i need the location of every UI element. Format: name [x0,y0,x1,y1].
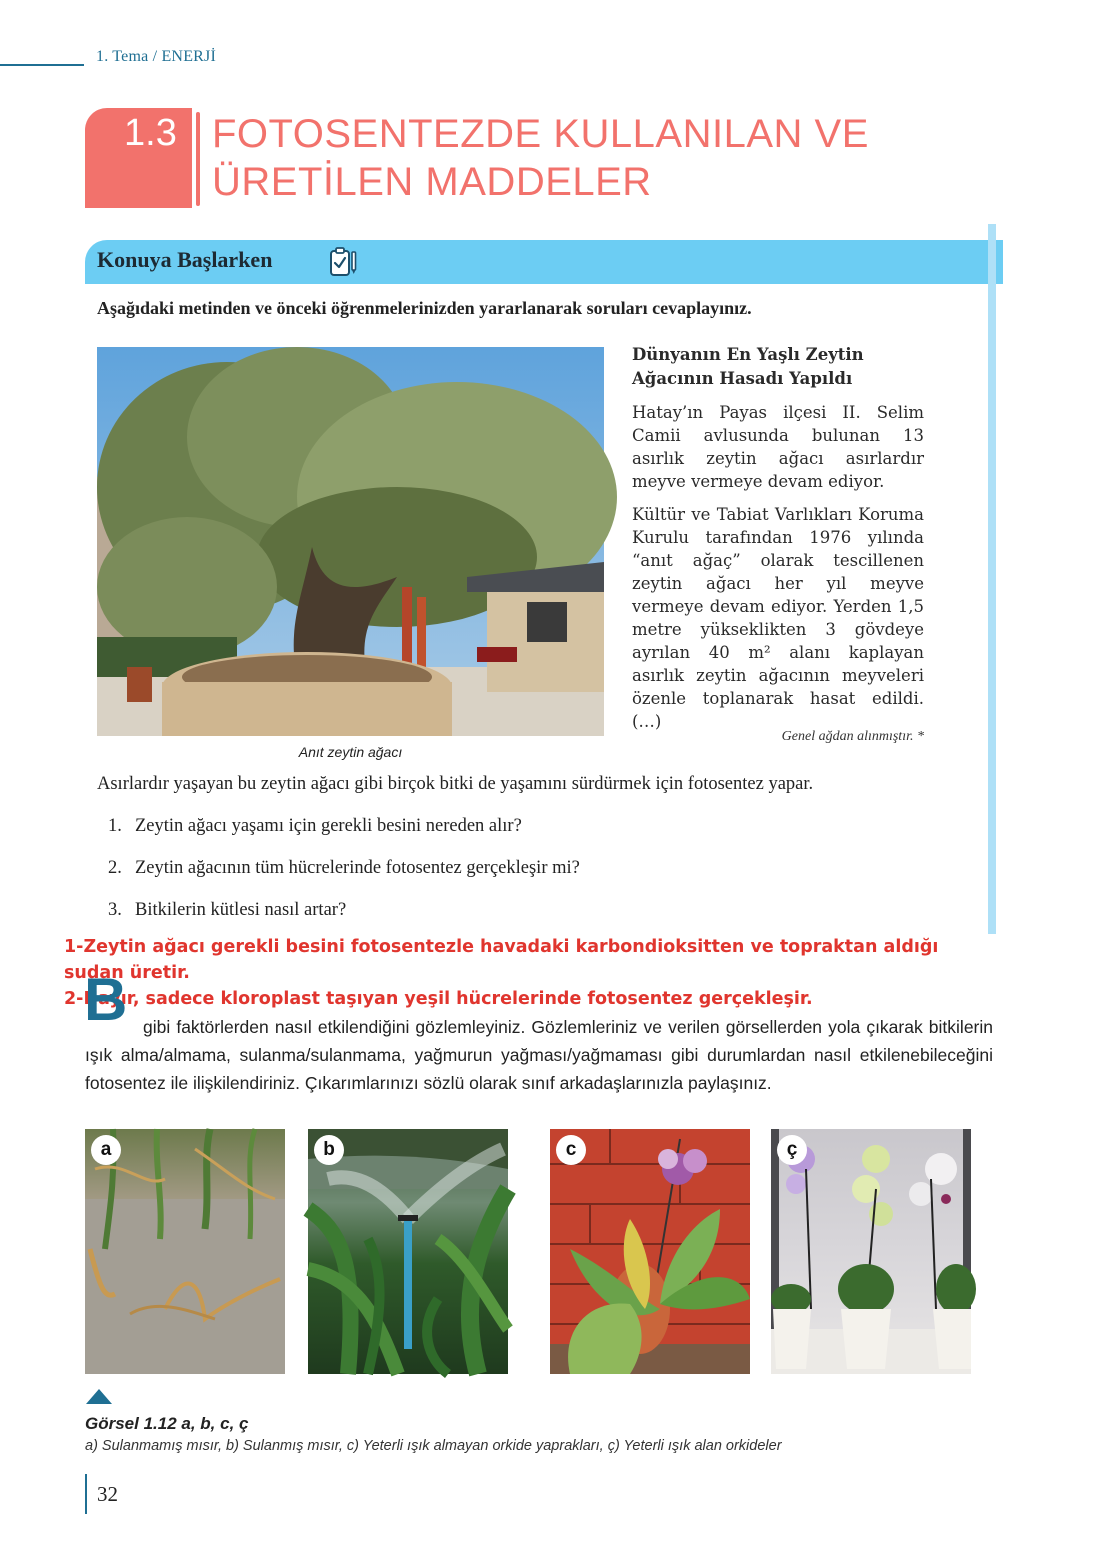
triangle-marker-icon [86,1389,112,1404]
clipboard-check-icon [326,246,360,278]
side-rule [988,224,996,934]
page-title [212,110,869,206]
figure-c-orchid-low-light [550,1129,750,1374]
question-item [108,858,580,900]
question-item [108,816,580,858]
activity-text: gibi faktörlerden nasıl etkilendiğini gözlemleyiniz. Gözlemleriniz ve verilen görsellerden yola çıkarak bitkilerin ışık alma/almama, sulanma/sulanmama, yağmurun yağması/yağmaması gibi durumlardan nasıl etkilenebileceğini fotosentez ile ilişkilendiriniz. Çıkarımlarınızı sözlü olarak sınıf arkadaşlarınızla paylaşınız. [85,1017,993,1093]
question-text: Zeytin ağacının tüm hücrelerinde fotosentez gerçekleşir mi? [135,858,580,878]
article-paragraph-2: Kültür ve Tabiat Varlıkları Koruma Kurulu tarafından 1976 yılında “anıt ağaç” olarak tescillenen zeytin ağacı her yıl meyve vermeye devam ediyor. Yerden 1,5 metre yükseklikten 3 gövdeye ayrılan 40 m² alanı kaplayan asırlık zeytin ağacının meyveleri özenle toplanarak hasat edildi. (…) [632,505,924,731]
dropcap-letter: B [84,966,128,1033]
question-text: Zeytin ağacı yaşamı için gerekli besini nereden alır? [135,816,522,836]
figure-caption: a) Sulanmamış mısır, b) Sulanmış mısır, c) Yeterli ışık almayan orkide yaprakları, ç) Yeterli ışık alan orkideler [85,1438,782,1454]
page-number-rule [85,1474,87,1514]
question-text: Bitkilerin kütlesi nasıl artar? [135,900,347,920]
breadcrumb: 1. Tema / ENERJİ [96,48,216,65]
figure-title: Görsel 1.12 a, b, c, ç [85,1414,249,1433]
figure-cc-orchid-enough-light [771,1129,971,1374]
section-number: 1.3 [124,112,177,154]
page-title-line-2: ÜRETİLEN MADDELER [212,160,652,204]
intro-line: Asırlardır yaşayan bu zeytin ağacı gibi birçok bitki de yaşamını sürdürmek için fotosentez yapar. [97,774,814,794]
question-number: 3. [108,900,122,920]
question-list [108,816,580,942]
article-source: Genel ağdan alınmıştır. * [781,729,924,744]
figure-label-c: c [556,1135,586,1165]
photo-caption: Anıt zeytin ağacı [298,744,403,760]
question-number: 1. [108,816,122,836]
figure-label-a: a [91,1135,121,1165]
answer-1: 1-Zeytin ağacı gerekli besini fotosentezle havadaki karbondioksitten ve topraktan aldığı sudan üretir. [64,937,939,983]
answer-2: 2-Hayır, sadece kloroplast taşıyan yeşil hücrelerinde fotosentez gerçekleşir. [64,989,813,1009]
figure-label-cc: ç [777,1135,807,1165]
page-title-line-1: FOTOSENTEZDE KULLANILAN VE [212,112,869,156]
news-article [632,343,924,743]
olive-tree-photo [97,347,604,736]
article-title: Dünyanın En Yaşlı Zeytin Ağacının Hasadı Yapıldı [632,345,864,388]
section-divider [196,112,200,206]
header-rule [0,64,84,66]
figure-label-b: b [314,1135,344,1165]
konuya-label: Konuya Başlarken [97,247,273,272]
article-paragraph-1: Hatay’ın Payas ilçesi II. Selim Camii avlusunda bulunan 13 asırlık zeytin ağacı asırlardır meyve vermeye devam ediyor. [632,403,924,491]
page-number: 32 [97,1482,118,1506]
question-number: 2. [108,858,122,878]
instruction-text: Aşağıdaki metinden ve önceki öğrenmelerinizden yararlanarak soruları cevaplayınız. [97,298,752,318]
figure-b-watered-corn [308,1129,508,1374]
answers-overlay [64,934,1004,1012]
figure-a-unwatered-corn [85,1129,285,1374]
